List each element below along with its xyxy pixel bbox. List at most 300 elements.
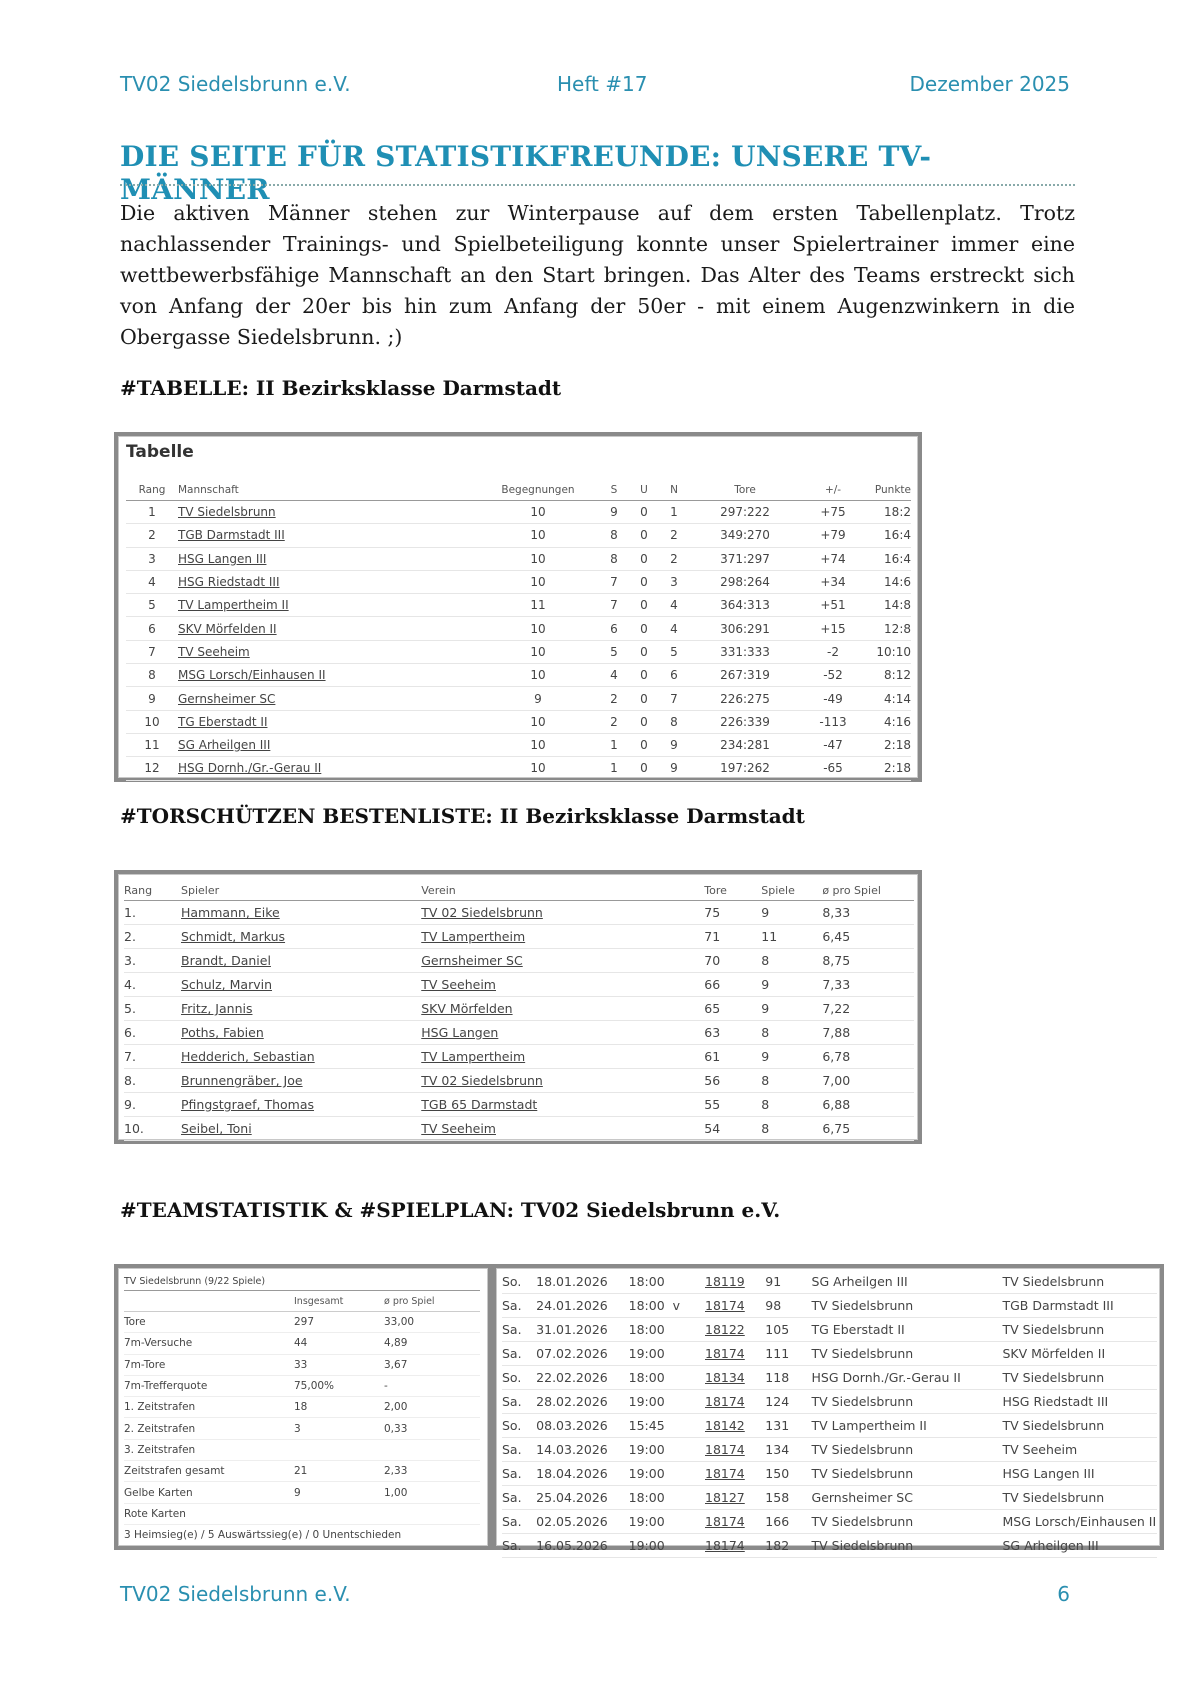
header-issue: Heft #17 xyxy=(557,72,648,96)
table-cell: MSG Lorsch/Einhausen II xyxy=(1002,1510,1157,1534)
table-cell: +15 xyxy=(800,617,866,640)
team-stats-header-cell xyxy=(124,1291,294,1312)
table-cell: 9 xyxy=(761,901,822,925)
table-cell: 18.04.2026 xyxy=(536,1462,628,1486)
table-cell: 07.02.2026 xyxy=(536,1342,628,1366)
table-cell: So. xyxy=(502,1414,536,1438)
table-row xyxy=(124,1439,480,1460)
table-cell: 6. xyxy=(124,1021,181,1045)
table-cell: 7,22 xyxy=(822,997,914,1021)
table-cell: 56 xyxy=(704,1069,761,1093)
table-cell: 10 xyxy=(126,710,178,733)
table-cell: 7 xyxy=(658,687,690,710)
table-cell: 0 xyxy=(630,687,658,710)
standings-header-cell: N xyxy=(658,480,690,501)
table-cell: 0 xyxy=(630,733,658,756)
club-link[interactable]: HSG Langen xyxy=(421,1021,704,1045)
table-row xyxy=(502,1486,1157,1510)
table-row xyxy=(124,1418,480,1439)
table-cell: 306:291 xyxy=(690,617,800,640)
venue-link[interactable]: 18134 xyxy=(705,1366,765,1390)
table-cell: 10 xyxy=(478,617,598,640)
table-cell: 131 xyxy=(765,1414,811,1438)
intro-paragraph: Die aktiven Männer stehen zur Winterpause auf dem ersten Tabellenplatz. Trotz nachlassender Trainings- und Spielbeteiligung konnte unser Spielertrainer immer eine wettbewerbsfähige Mannschaft an den Start bringen. Das Alter des Teams erstreckt sich von Anfang der 20er bis hin zum Anfang der 50er - mit einem Augenzwinkern in die Obergasse Siedelsbrunn. ;) xyxy=(120,201,1075,349)
table-cell: 02.05.2026 xyxy=(536,1510,628,1534)
table-row xyxy=(126,687,911,710)
table-cell: 6,75 xyxy=(822,1117,914,1141)
table-cell: 0 xyxy=(630,664,658,687)
table-cell: 8 xyxy=(761,1093,822,1117)
table-cell: 18:00 xyxy=(629,1318,705,1342)
team-link[interactable]: TV Seeheim xyxy=(178,640,478,663)
scorers-header-cell: Verein xyxy=(421,880,704,901)
player-link[interactable]: Hedderich, Sebastian xyxy=(181,1045,421,1069)
scorers-header-cell: Spiele xyxy=(761,880,822,901)
table-cell: 18:00 xyxy=(629,1270,705,1294)
club-link[interactable]: TV Lampertheim xyxy=(421,1045,704,1069)
table-cell: 5. xyxy=(124,997,181,1021)
table-cell: 9 xyxy=(658,757,690,780)
table-cell: Sa. xyxy=(502,1438,536,1462)
table-cell: HSG Langen III xyxy=(1002,1462,1157,1486)
team-link[interactable]: SG Arheilgen III xyxy=(178,733,478,756)
table-cell: TG Eberstadt II xyxy=(812,1318,1003,1342)
table-cell: 0 xyxy=(630,547,658,570)
table-cell: - xyxy=(384,1375,480,1396)
table-cell: TGB Darmstadt III xyxy=(1002,1294,1157,1318)
player-link[interactable]: Fritz, Jannis xyxy=(181,997,421,1021)
title-divider xyxy=(120,184,1075,186)
table-cell: 10. xyxy=(124,1117,181,1141)
club-link[interactable]: TV 02 Siedelsbrunn xyxy=(421,901,704,925)
table-cell: 0 xyxy=(630,594,658,617)
table-row xyxy=(124,997,914,1021)
table-cell: 16:4 xyxy=(866,547,911,570)
table-cell: 4 xyxy=(126,570,178,593)
table-cell: 24.01.2026 xyxy=(536,1294,628,1318)
venue-link[interactable]: 18122 xyxy=(705,1318,765,1342)
table-cell: 2,00 xyxy=(384,1397,480,1418)
table-cell: 297 xyxy=(294,1312,384,1333)
table-cell: 298:264 xyxy=(690,570,800,593)
table-row xyxy=(126,570,911,593)
standings-table-frame xyxy=(114,432,922,782)
table-cell: 166 xyxy=(765,1510,811,1534)
table-cell: TV Siedelsbrunn xyxy=(812,1438,1003,1462)
table-cell: 2 xyxy=(658,524,690,547)
team-stats-summary: 3 Heimsieg(e) / 5 Auswärtssieg(e) / 0 Unentschieden xyxy=(124,1529,402,1542)
table-cell: 4. xyxy=(124,973,181,997)
venue-link[interactable]: 18127 xyxy=(705,1486,765,1510)
table-cell: 8. xyxy=(124,1069,181,1093)
table-cell: 12 xyxy=(126,757,178,780)
table-cell: 4:16 xyxy=(866,710,911,733)
table-cell: 11 xyxy=(478,594,598,617)
table-cell: 18 xyxy=(294,1397,384,1418)
table-cell: TV Lampertheim II xyxy=(812,1414,1003,1438)
section-heading-team: #TEAMSTATISTIK & #SPIELPLAN: TV02 Siedelsbrunn e.V. xyxy=(120,1198,781,1222)
table-cell: 8,75 xyxy=(822,949,914,973)
table-cell: 2. Zeitstrafen xyxy=(124,1418,294,1439)
table-cell: 18:00 v xyxy=(629,1294,705,1318)
table-cell: 16:4 xyxy=(866,524,911,547)
player-link[interactable]: Poths, Fabien xyxy=(181,1021,421,1045)
table-cell: 0 xyxy=(630,501,658,524)
standings-table xyxy=(126,480,911,781)
table-cell: 5 xyxy=(658,640,690,663)
venue-link[interactable]: 18174 xyxy=(705,1294,765,1318)
table-row xyxy=(502,1414,1157,1438)
table-cell: 2. xyxy=(124,925,181,949)
table-cell: 33 xyxy=(294,1354,384,1375)
scorers-header-cell: Spieler xyxy=(181,880,421,901)
table-cell: 11 xyxy=(126,733,178,756)
team-link[interactable]: HSG Langen III xyxy=(178,547,478,570)
team-link[interactable]: HSG Riedstadt III xyxy=(178,570,478,593)
table-cell: 1 xyxy=(598,757,630,780)
table-cell: 18:2 xyxy=(866,501,911,524)
table-row xyxy=(126,594,911,617)
team-link[interactable]: Gernsheimer SC xyxy=(178,687,478,710)
table-cell: 5 xyxy=(126,594,178,617)
table-cell: 0 xyxy=(630,710,658,733)
table-cell: Gernsheimer SC xyxy=(812,1486,1003,1510)
table-cell: TV Siedelsbrunn xyxy=(1002,1270,1157,1294)
table-row xyxy=(124,1461,480,1482)
team-link[interactable]: TV Siedelsbrunn xyxy=(178,501,478,524)
table-cell: 8:12 xyxy=(866,664,911,687)
table-cell: 19:00 xyxy=(629,1462,705,1486)
club-link[interactable]: TV Lampertheim xyxy=(421,925,704,949)
table-cell: 4:14 xyxy=(866,687,911,710)
table-cell: 8 xyxy=(761,1117,822,1141)
table-cell: 2,33 xyxy=(384,1461,480,1482)
scorers-table xyxy=(124,880,914,1141)
player-link[interactable]: Schulz, Marvin xyxy=(181,973,421,997)
club-link[interactable]: TV 02 Siedelsbrunn xyxy=(421,1069,704,1093)
table-cell: 2 xyxy=(598,710,630,733)
table-cell: 8 xyxy=(598,524,630,547)
table-cell: 226:339 xyxy=(690,710,800,733)
table-cell: 4 xyxy=(598,664,630,687)
table-cell: +79 xyxy=(800,524,866,547)
scorers-header-cell: ø pro Spiel xyxy=(822,880,914,901)
table-cell: 8 xyxy=(761,949,822,973)
table-row xyxy=(126,617,911,640)
table-cell: 19:00 xyxy=(629,1438,705,1462)
page-title: DIE SEITE FÜR STATISTIKFREUNDE: UNSERE TV-MÄNNER xyxy=(120,140,932,206)
table-cell: 9 xyxy=(126,687,178,710)
table-cell: 08.03.2026 xyxy=(536,1414,628,1438)
team-link[interactable]: HSG Dornh./Gr.-Gerau II xyxy=(178,757,478,780)
standings-header-cell: Tore xyxy=(690,480,800,501)
table-cell: 10 xyxy=(478,547,598,570)
venue-link[interactable]: 18119 xyxy=(705,1270,765,1294)
table-cell: 10 xyxy=(478,501,598,524)
table-cell: -2 xyxy=(800,640,866,663)
table-cell: 54 xyxy=(704,1117,761,1141)
table-cell: 9 xyxy=(478,687,598,710)
table-row xyxy=(126,501,911,524)
table-row xyxy=(502,1510,1157,1534)
table-row xyxy=(124,1021,914,1045)
table-row xyxy=(126,664,911,687)
table-cell: SG Arheilgen III xyxy=(1002,1534,1157,1558)
table-cell: 9 xyxy=(598,501,630,524)
table-cell: 1 xyxy=(126,501,178,524)
table-cell: Sa. xyxy=(502,1294,536,1318)
scorers-table-frame xyxy=(114,870,922,1144)
table-row xyxy=(124,1482,480,1503)
player-link[interactable]: Schmidt, Markus xyxy=(181,925,421,949)
section-heading-table: #TABELLE: II Bezirksklasse Darmstadt xyxy=(120,376,562,400)
venue-link[interactable]: 18142 xyxy=(705,1414,765,1438)
table-cell: 1,00 xyxy=(384,1482,480,1503)
club-link[interactable]: TV Seeheim xyxy=(421,973,704,997)
club-link[interactable]: TV Seeheim xyxy=(421,1117,704,1141)
table-cell: 91 xyxy=(765,1270,811,1294)
table-cell: 3. Zeitstrafen xyxy=(124,1439,294,1460)
club-link[interactable]: Gernsheimer SC xyxy=(421,949,704,973)
table-cell: TV Siedelsbrunn xyxy=(1002,1414,1157,1438)
table-row xyxy=(126,640,911,663)
club-link[interactable]: TGB 65 Darmstadt xyxy=(421,1093,704,1117)
table-cell: 10 xyxy=(478,524,598,547)
table-cell xyxy=(384,1503,480,1524)
table-cell: 349:270 xyxy=(690,524,800,547)
player-link[interactable]: Pfingstgraef, Thomas xyxy=(181,1093,421,1117)
table-cell: 226:275 xyxy=(690,687,800,710)
table-cell: 2:18 xyxy=(866,733,911,756)
table-cell: 14.03.2026 xyxy=(536,1438,628,1462)
table-cell: 158 xyxy=(765,1486,811,1510)
table-cell: 6,88 xyxy=(822,1093,914,1117)
scorers-header-cell: Rang xyxy=(124,880,181,901)
table-row xyxy=(502,1366,1157,1390)
table-cell: 22.02.2026 xyxy=(536,1366,628,1390)
table-cell: 7m-Trefferquote xyxy=(124,1375,294,1396)
table-cell: 10 xyxy=(478,664,598,687)
table-cell: 98 xyxy=(765,1294,811,1318)
table-cell: Sa. xyxy=(502,1534,536,1558)
table-cell: 0 xyxy=(630,640,658,663)
table-row xyxy=(124,925,914,949)
table-cell: 7,00 xyxy=(822,1069,914,1093)
table-cell: TV Siedelsbrunn xyxy=(812,1390,1003,1414)
table-cell: 21 xyxy=(294,1461,384,1482)
table-row xyxy=(502,1438,1157,1462)
header-date: Dezember 2025 xyxy=(909,72,1070,96)
table-cell: 12:8 xyxy=(866,617,911,640)
table-cell: 9 xyxy=(294,1482,384,1503)
table-cell: TV Siedelsbrunn xyxy=(1002,1366,1157,1390)
team-stats-frame xyxy=(114,1264,492,1550)
table-cell: 364:313 xyxy=(690,594,800,617)
table-cell: 6,45 xyxy=(822,925,914,949)
table-cell: TV Siedelsbrunn xyxy=(812,1342,1003,1366)
player-link[interactable]: Hammann, Eike xyxy=(181,901,421,925)
standings-title: Tabelle xyxy=(126,442,194,462)
table-cell: 111 xyxy=(765,1342,811,1366)
table-row xyxy=(502,1270,1157,1294)
table-cell: 19:00 xyxy=(629,1390,705,1414)
table-cell: 134 xyxy=(765,1438,811,1462)
team-link[interactable]: TG Eberstadt II xyxy=(178,710,478,733)
table-row xyxy=(124,1117,914,1141)
table-cell: 6 xyxy=(126,617,178,640)
table-cell: TV Siedelsbrunn xyxy=(812,1534,1003,1558)
table-cell: HSG Riedstadt III xyxy=(1002,1390,1157,1414)
table-row xyxy=(502,1294,1157,1318)
team-stats-header-cell: ø pro Spiel xyxy=(384,1291,480,1312)
table-cell: 297:222 xyxy=(690,501,800,524)
table-row xyxy=(124,1045,914,1069)
table-cell: 8 xyxy=(598,547,630,570)
table-row xyxy=(124,1093,914,1117)
table-cell: Sa. xyxy=(502,1390,536,1414)
table-cell: Gelbe Karten xyxy=(124,1482,294,1503)
table-cell: 10 xyxy=(478,757,598,780)
table-row xyxy=(126,733,911,756)
table-cell: 8 xyxy=(761,1069,822,1093)
table-cell: 10 xyxy=(478,733,598,756)
table-cell: 1. xyxy=(124,901,181,925)
venue-link[interactable]: 18174 xyxy=(705,1390,765,1414)
table-cell: 4,89 xyxy=(384,1333,480,1354)
table-cell xyxy=(294,1439,384,1460)
table-cell: 14:8 xyxy=(866,594,911,617)
table-cell: 71 xyxy=(704,925,761,949)
table-cell: 4 xyxy=(658,594,690,617)
table-cell: Tore xyxy=(124,1312,294,1333)
standings-header-cell: +/- xyxy=(800,480,866,501)
table-cell: 7,33 xyxy=(822,973,914,997)
table-cell: 6,78 xyxy=(822,1045,914,1069)
team-stats-caption: TV Siedelsbrunn (9/22 Spiele) xyxy=(124,1272,480,1291)
table-cell: 2 xyxy=(658,547,690,570)
table-cell: 6 xyxy=(658,664,690,687)
table-row xyxy=(124,1503,480,1524)
table-cell: 371:297 xyxy=(690,547,800,570)
club-link[interactable]: SKV Mörfelden xyxy=(421,997,704,1021)
table-cell: -65 xyxy=(800,757,866,780)
table-cell: 33,00 xyxy=(384,1312,480,1333)
table-cell: 75,00% xyxy=(294,1375,384,1396)
table-cell: 66 xyxy=(704,973,761,997)
team-link[interactable]: TV Lampertheim II xyxy=(178,594,478,617)
table-row xyxy=(124,949,914,973)
table-cell: 7,88 xyxy=(822,1021,914,1045)
table-cell: Sa. xyxy=(502,1510,536,1534)
table-cell: 8 xyxy=(126,664,178,687)
table-cell: 18.01.2026 xyxy=(536,1270,628,1294)
section-heading-scorers: #TORSCHÜTZEN BESTENLISTE: II Bezirksklasse Darmstadt xyxy=(120,804,805,828)
table-cell: Sa. xyxy=(502,1342,536,1366)
table-cell: 9 xyxy=(761,973,822,997)
standings-header-cell: Punkte xyxy=(866,480,911,501)
team-stats-table xyxy=(124,1272,480,1545)
table-cell: 105 xyxy=(765,1318,811,1342)
table-cell: +74 xyxy=(800,547,866,570)
table-cell: TV Siedelsbrunn xyxy=(812,1462,1003,1486)
table-cell: 3,67 xyxy=(384,1354,480,1375)
table-cell: 9. xyxy=(124,1093,181,1117)
table-cell: 19:00 xyxy=(629,1342,705,1366)
table-cell: 150 xyxy=(765,1462,811,1486)
table-row xyxy=(126,547,911,570)
page-header xyxy=(120,72,1070,102)
table-cell: 18:00 xyxy=(629,1366,705,1390)
table-cell: 18:00 xyxy=(629,1486,705,1510)
table-cell: -52 xyxy=(800,664,866,687)
table-cell: 6 xyxy=(598,617,630,640)
team-link[interactable]: SKV Mörfelden II xyxy=(178,617,478,640)
table-cell: 9 xyxy=(658,733,690,756)
table-cell: Sa. xyxy=(502,1486,536,1510)
table-cell: TV Siedelsbrunn xyxy=(812,1294,1003,1318)
table-cell: 11 xyxy=(761,925,822,949)
table-cell: So. xyxy=(502,1270,536,1294)
table-cell: 15:45 xyxy=(629,1414,705,1438)
table-row xyxy=(124,901,914,925)
team-link[interactable]: TGB Darmstadt III xyxy=(178,524,478,547)
table-cell: So. xyxy=(502,1366,536,1390)
table-cell: 10 xyxy=(478,570,598,593)
venue-link[interactable]: 18174 xyxy=(705,1534,765,1558)
table-cell: 4 xyxy=(658,617,690,640)
table-cell: -47 xyxy=(800,733,866,756)
standings-header-cell: Mannschaft xyxy=(178,480,478,501)
table-cell: 1 xyxy=(658,501,690,524)
table-row xyxy=(126,524,911,547)
venue-link[interactable]: 18174 xyxy=(705,1342,765,1366)
table-row xyxy=(126,710,911,733)
table-cell: 10:10 xyxy=(866,640,911,663)
schedule-table xyxy=(502,1270,1157,1558)
table-row xyxy=(124,1354,480,1375)
venue-link[interactable]: 18174 xyxy=(705,1462,765,1486)
table-cell: 10 xyxy=(478,710,598,733)
table-row xyxy=(124,1069,914,1093)
venue-link[interactable]: 18174 xyxy=(705,1510,765,1534)
table-cell: 75 xyxy=(704,901,761,925)
footer-club-name: TV02 Siedelsbrunn e.V. xyxy=(120,1582,351,1606)
standings-header-cell: U xyxy=(630,480,658,501)
table-row xyxy=(502,1342,1157,1366)
table-cell: 7m-Versuche xyxy=(124,1333,294,1354)
player-link[interactable]: Brandt, Daniel xyxy=(181,949,421,973)
table-cell: 0 xyxy=(630,524,658,547)
table-cell: Rote Karten xyxy=(124,1503,294,1524)
team-stats-header-cell: Insgesamt xyxy=(294,1291,384,1312)
table-cell: +51 xyxy=(800,594,866,617)
table-cell: 0 xyxy=(630,617,658,640)
table-row xyxy=(124,1333,480,1354)
table-row xyxy=(124,1397,480,1418)
table-cell xyxy=(384,1439,480,1460)
player-link[interactable]: Brunnengräber, Joe xyxy=(181,1069,421,1093)
table-cell: 2:18 xyxy=(866,757,911,780)
table-cell: 197:262 xyxy=(690,757,800,780)
table-cell: SKV Mörfelden II xyxy=(1002,1342,1157,1366)
player-link[interactable]: Seibel, Toni xyxy=(181,1117,421,1141)
team-link[interactable]: MSG Lorsch/Einhausen II xyxy=(178,664,478,687)
venue-link[interactable]: 18174 xyxy=(705,1438,765,1462)
table-cell: SG Arheilgen III xyxy=(812,1270,1003,1294)
table-cell: Sa. xyxy=(502,1462,536,1486)
table-cell: 19:00 xyxy=(629,1534,705,1558)
table-row xyxy=(502,1390,1157,1414)
